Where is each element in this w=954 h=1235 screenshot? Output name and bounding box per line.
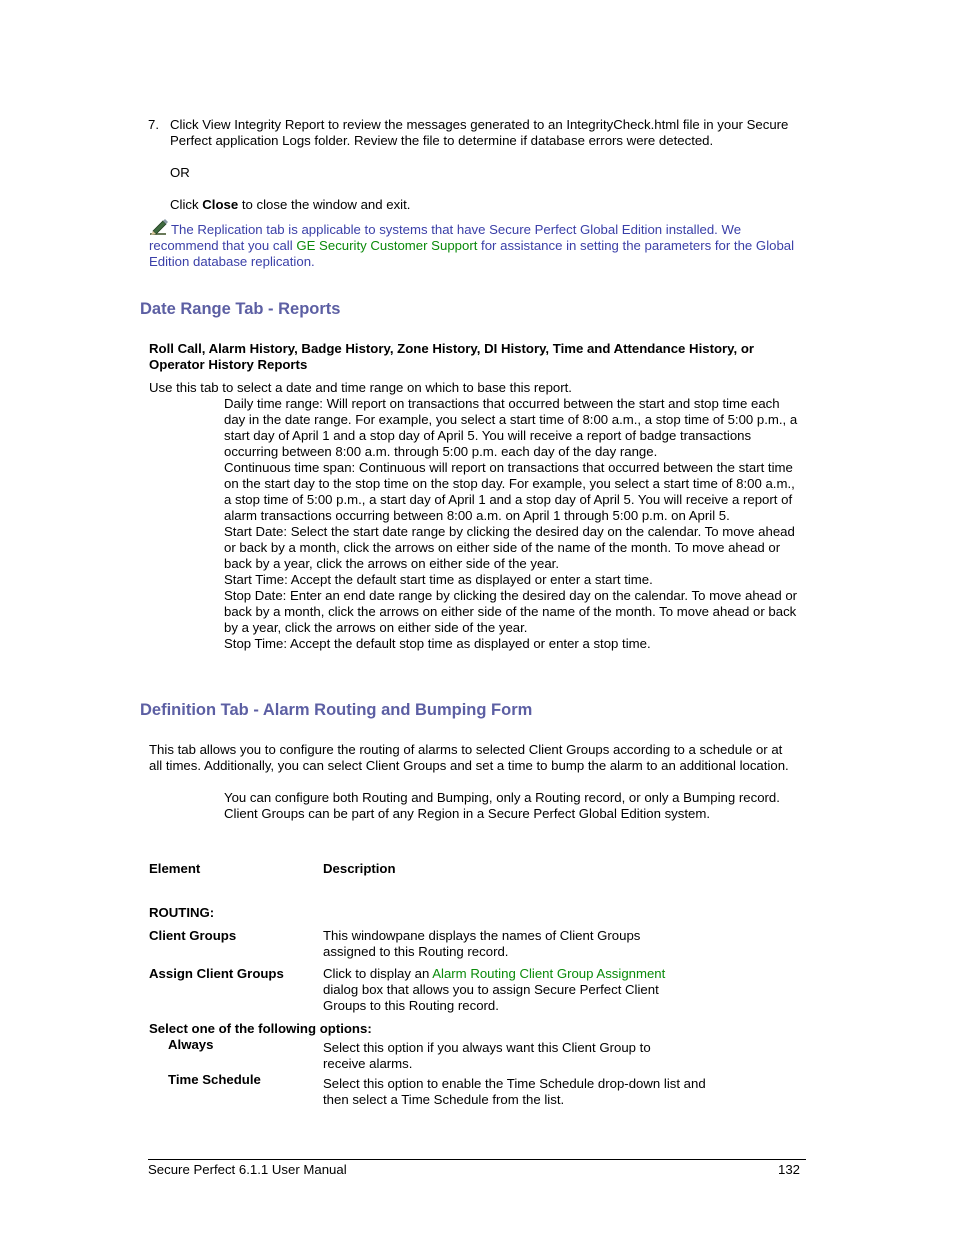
definition-intro: This tab allows you to configure the routing of alarms to selected Client Groups according to a schedule or at all times. Additionally, you can select Client Groups and set a time to bump the alarm to an additional location. xyxy=(149,742,789,773)
list-item: You can configure both Routing and Bumping, only a Routing record, or only a Bumping record. xyxy=(224,790,780,805)
date-range-intro: Use this tab to select a date and time range on which to base this report. xyxy=(149,380,572,395)
footer-divider xyxy=(148,1159,806,1160)
column-header-element: Element xyxy=(149,861,201,876)
list-item: Daily time range: Will report on transactions that occurred between the start and stop time each day in the date range. For example, you select a start time of 8:00 a.m., a stop time of 5:00 p.m., a start day of April 1 and a stop day of April 5. You will receive a report of badge transactions occurring between 8:00 a.m. through 5:00 p.m. each day of the day range. xyxy=(224,396,798,459)
or-text: OR xyxy=(170,165,190,180)
footer-title: Secure Perfect 6.1.1 User Manual xyxy=(148,1162,347,1177)
alarm-routing-link[interactable]: Alarm Routing Client Group Assignment xyxy=(432,966,666,981)
pencil-note-icon xyxy=(149,219,168,236)
support-link[interactable]: GE Security Customer Support xyxy=(296,238,478,253)
column-header-description: Description xyxy=(323,861,396,876)
assign-client-groups-element: Assign Client Groups xyxy=(149,966,284,981)
definition-list xyxy=(224,790,794,822)
close-label: Close xyxy=(202,197,239,212)
options-label: Select one of the following options: xyxy=(149,1021,372,1036)
list-item: Start Date: Select the start date range by clicking the desired day on the calendar. To move ahead or back by a month, click the arrows on either side of the name of the month. To move ahead or back by a year, click the arrows on either side of the year. xyxy=(224,524,795,571)
close-instruction: Click Close to close the window and exit. xyxy=(170,197,411,212)
client-groups-description: This windowpane displays the names of Client Groups assigned to this Routing record. xyxy=(323,928,641,959)
assign-client-groups-description: Click to display an Alarm Routing Client Group Assignment dialog box that allows you to assign Secure Perfect Client Groups to this Routing record. xyxy=(323,966,666,1013)
step-7-text: Click View Integrity Report to review the messages generated to an IntegrityCheck.html file in your Secure Perfect application Logs folder. Review the file to determine if database errors were detected. xyxy=(170,117,789,148)
step-number: 7. xyxy=(148,117,159,132)
list-item: Continuous time span: Continuous will report on transactions that occurred between the start time on the start day to the stop time on the stop day. For example, you select a start time of 8:00 a.m., a stop time of 5:00 p.m., a start day of April 1 and a stop day of April 5. You will receive a report of alarm transactions occurring between 8:00 a.m. on April 1 through 5:00 p.m. on April 5. xyxy=(224,460,795,523)
definition-heading: Definition Tab - Alarm Routing and Bumping Form xyxy=(140,701,533,719)
always-option-element: Always xyxy=(168,1037,214,1052)
replication-note: The Replication tab is applicable to systems that have Secure Perfect Global Edition installed. We recommend that you call GE Security Customer Support for assistance in setting the parameters for the Global Edition database replication. xyxy=(149,219,799,270)
list-item: Start Time: Accept the default start time as displayed or enter a start time. xyxy=(224,572,653,587)
list-item: Stop Time: Accept the default stop time as displayed or enter a stop time. xyxy=(224,636,651,651)
always-option-description: Select this option if you always want this Client Group to receive alarms. xyxy=(323,1040,651,1071)
list-item: Client Groups can be part of any Region in a Secure Perfect Global Edition system. xyxy=(224,806,710,821)
time-schedule-description: Select this option to enable the Time Schedule drop-down list and then select a Time Schedule from the list. xyxy=(323,1076,706,1107)
routing-section-label: ROUTING: xyxy=(149,905,215,920)
page-number: 132 xyxy=(777,1162,800,1177)
date-range-heading: Date Range Tab - Reports xyxy=(140,300,341,318)
list-item: Stop Date: Enter an end date range by clicking the desired day on the calendar. To move ahead or back by a month, click the arrows on either side of the name of the month. To move ahead or back by a year, click the arrows on either side of the year. xyxy=(224,588,798,635)
reports-subheading: Roll Call, Alarm History, Badge History, Zone History, DI History, Time and Attendance History, or Operator History Reports xyxy=(149,341,755,372)
time-schedule-element: Time Schedule xyxy=(168,1072,261,1087)
date-range-list xyxy=(224,396,804,652)
client-groups-element: Client Groups xyxy=(149,928,237,943)
